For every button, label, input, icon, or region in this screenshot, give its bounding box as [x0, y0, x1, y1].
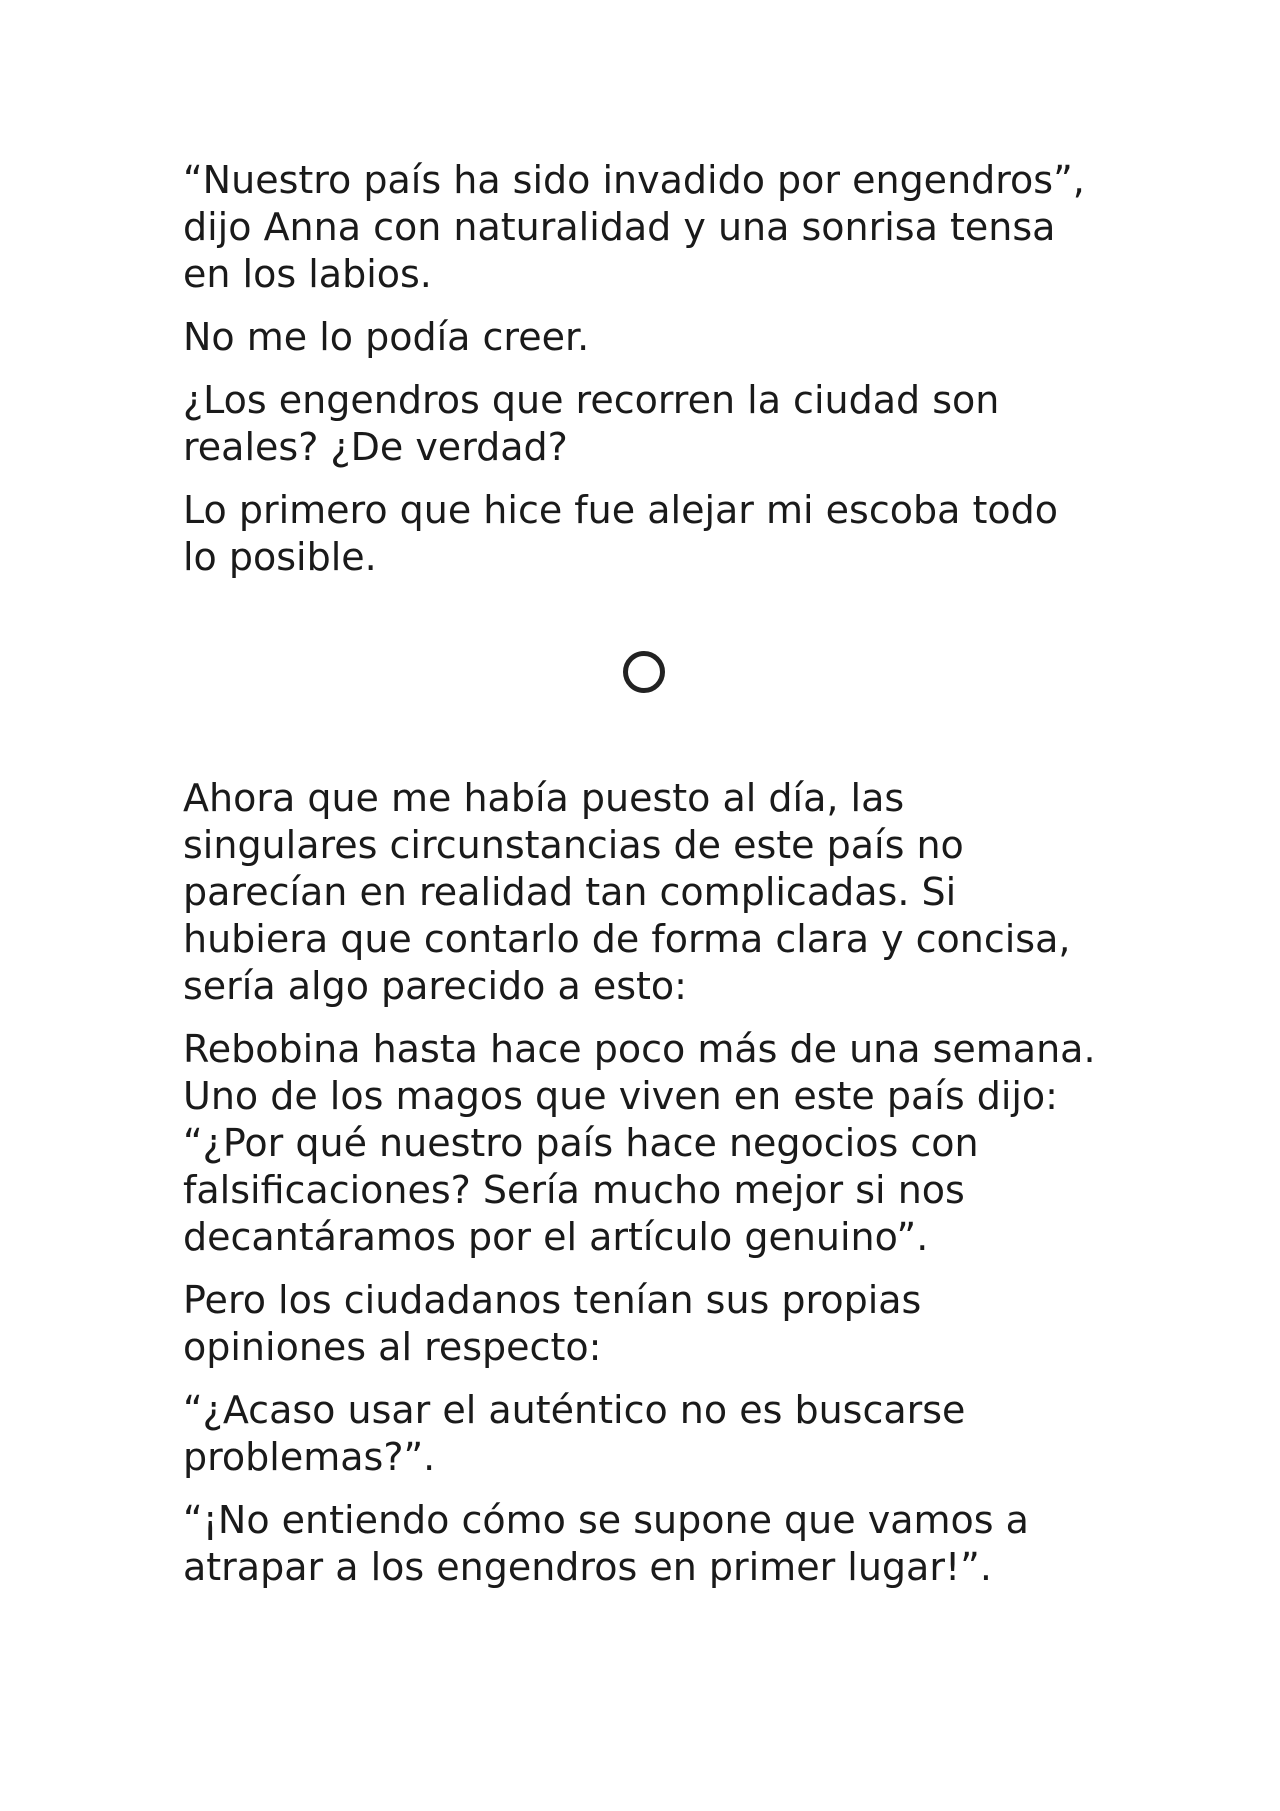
paragraph: Lo primero que hice fue alejar mi escoba todo lo posible.: [183, 488, 1058, 579]
paragraph: “Nuestro país ha sido invadido por engendros”, dijo Anna con naturalidad y una sonrisa tensa en los labios.: [183, 158, 1085, 296]
paragraph: “¡No entiendo cómo se supone que vamos a atrapar a los engendros en primer lugar!”.: [183, 1498, 1029, 1589]
paragraph: “¿Acaso usar el auténtico no es buscarse problemas?”.: [183, 1388, 966, 1479]
paragraph: Pero los ciudadanos tenían sus propias opiniones al respecto:: [183, 1278, 922, 1369]
section-one: [183, 157, 1103, 597]
paragraph: No me lo podía creer.: [183, 315, 590, 359]
paragraph: Rebobina hasta hace poco más de una semana. Uno de los magos que viven en este país dijo: “¿Por qué nuestro país hace negocios con falsificaciones? Sería mucho mejor si nos decantáramos por el artículo genuino”.: [183, 1027, 1096, 1259]
circle-scene-break-icon: [623, 651, 665, 693]
section-two: [183, 775, 1103, 1607]
paragraph: ¿Los engendros que recorren la ciudad son reales? ¿De verdad?: [183, 378, 1000, 469]
paragraph: Ahora que me había puesto al día, las singulares circunstancias de este país no parecían en realidad tan complicadas. Si hubiera que contarlo de forma clara y concisa, sería algo parecido a esto:: [183, 776, 1071, 1008]
